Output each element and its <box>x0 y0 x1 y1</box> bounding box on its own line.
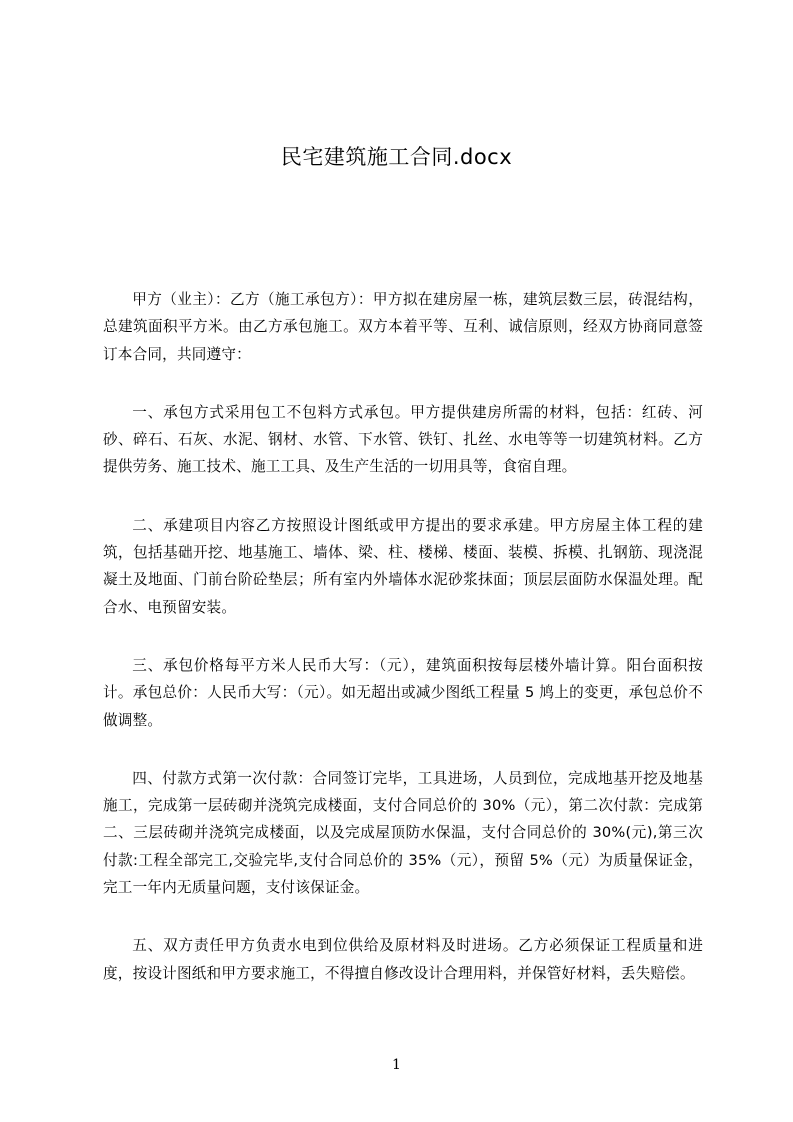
clause-5-paragraph: 五、双方责任甲方负责水电到位供给及原材料及时进场。乙方必须保证工程质量和进度，按设计图纸和甲方要求施工，不得擅自修改设计合理用料，并保管好材料，丢失赔偿。 <box>103 937 703 982</box>
clause-2-paragraph: 二、承建项目内容乙方按照设计图纸或甲方提出的要求承建。甲方房屋主体工程的建筑，包括基础开挖、地基施工、墙体、梁、柱、楼梯、楼面、装模、拆模、扎钢筋、现浇混凝土及地面、门前台阶砼垫层；所有室内外墙体水泥砂浆抹面；顶层层面防水保温处理。配合水、电预留安装。 <box>103 516 703 616</box>
document-title: 民宅建筑施工合同.docx <box>280 145 513 169</box>
page-number: 1 <box>392 1057 401 1073</box>
clause-1-paragraph: 一、承包方式采用包工不包料方式承包。甲方提供建房所需的材料，包括：红砖、河砂、碎石、石灰、水泥、钢材、水管、下水管、铁钉、扎丝、水电等等一切建筑材料。乙方提供劳务、施工技术、施工工具、及生产生活的一切用具等，食宿自理。 <box>103 403 703 476</box>
clause-4-paragraph: 四、付款方式第一次付款：合同签订完毕，工具进场，人员到位，完成地基开挖及地基施工，完成第一层砖砌并浇筑完成楼面，支付合同总价的 30%（元），第二次付款：完成第二、三层砖砌并浇筑完成楼面，以及完成屋顶防水保温，支付合同总价的 30%(元),第三次付款:工程全部完工,交验完毕,支付合同总价的 35%（元），预留 5%（元）为质量保证金，完工一年内无质量问题，支付该保证金。 <box>103 769 703 897</box>
document-body <box>103 286 703 1018</box>
intro-paragraph: 甲方（业主）：乙方（施工承包方）：甲方拟在建房屋一栋，建筑层数三层，砖混结构，总建筑面积平方米。由乙方承包施工。双方本着平等、互利、诚信原则，经双方协商同意签订本合同，共同遵守： <box>103 291 703 363</box>
clause-3-paragraph: 三、承包价格每平方米人民币大写：（元），建筑面积按每层楼外墙计算。阳台面积按计。承包总价：人民币大写：（元）。如无超出或减少图纸工程量 5 鸠上的变更，承包总价不做调整。 <box>103 656 703 729</box>
